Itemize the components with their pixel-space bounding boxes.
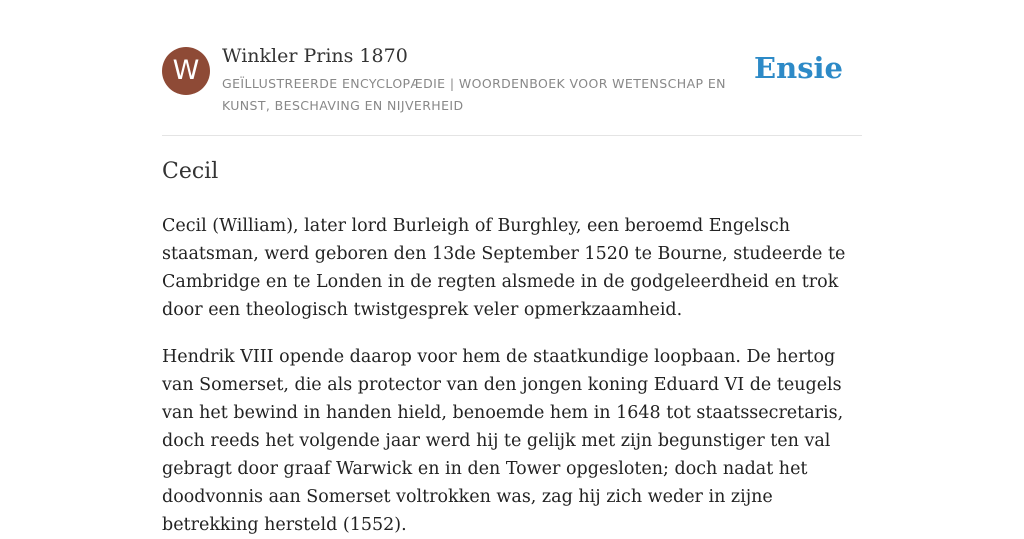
source-avatar[interactable]: W	[162, 47, 210, 95]
article-title: Cecil	[162, 159, 219, 184]
source-title[interactable]: Winkler Prins 1870	[222, 45, 408, 67]
header-divider	[162, 135, 862, 136]
article-paragraph-1: Cecil (William), later lord Burleigh of Burghley, een beroemd Engelsch staatsman, werd geboren den 13de September 1520 te Bourne, studeerde te Cambridge en te Londen in de regten alsmede in de godgeleerdheid en trok door een theologisch twistgesprek veler opmerkzaamheid.	[162, 216, 846, 320]
source-subtitle: GEÏLLUSTREERDE ENCYCLOPÆDIE | WOORDENBOEK VOOR WETENSCHAP EN KUNST, BESCHAVING EN NIJVERHEID	[222, 76, 726, 113]
article-paragraph-2: Hendrik VIII opende daarop voor hem de staatkundige loopbaan. De hertog van Somerset, die als protector van den jongen koning Eduard VI de teugels van het bewind in handen hield, benoemde hem in 1648 tot staatssecretaris, doch reeds het volgende jaar werd hij te gelijk met zijn begunstiger ten val gebragt door graaf Warwick en in den Tower opgesloten; doch nadat het doodvonnis aan Somerset voltrokken was, zag hij zich weder in zijne betrekking hersteld (1552).	[162, 347, 844, 535]
source-header	[162, 44, 862, 124]
ensie-logo[interactable]: Ensie	[754, 51, 843, 85]
